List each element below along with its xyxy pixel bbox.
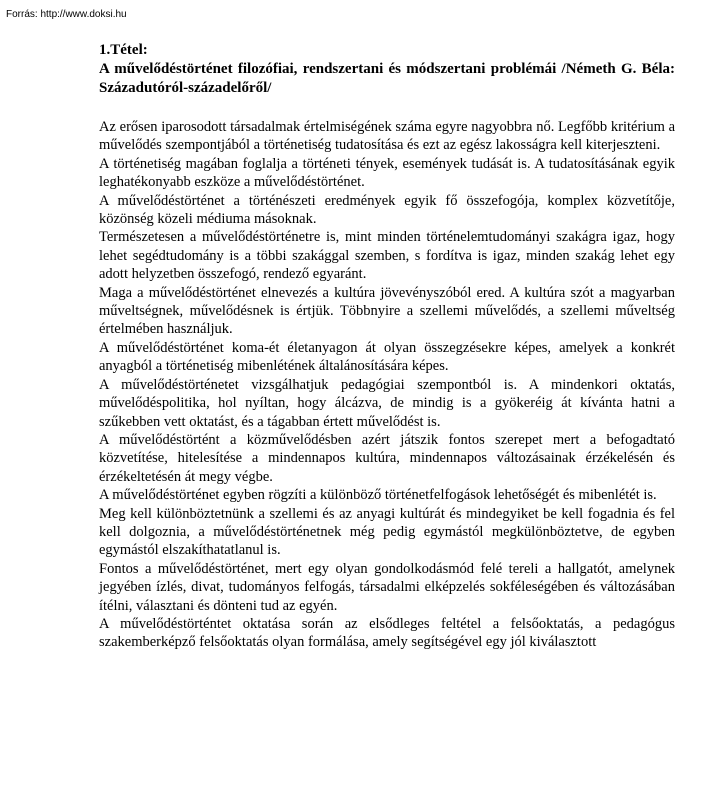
- heading-number: 1.Tétel:: [99, 42, 148, 58]
- paragraph: A művelődéstörténet a történészeti eredmények egyik fő összefogója, komplex közvetítője, közönség közeli médiuma másoknak.: [99, 192, 675, 228]
- paragraph: Fontos a művelődéstörténet, mert egy olyan gondolkodásmód felé tereli a hallgatót, amelynek jegyében ízlés, divat, tudományos felfogás, társadalmi elképzelés sokféleségében és változásában ítélni, választani és dönteni tud az egyén.: [99, 560, 675, 614]
- paragraph: A művelődéstörtént a közművelődésben azért játszik fontos szerepet mert a befogadtató közvetítése, hitelesítése a mindennapos kultúra, mindennapos változásainak érzékelésén és érzékeltetésén át megy végbe.: [99, 431, 675, 485]
- paragraph: A művelődéstörténtet oktatása során az elsődleges feltétel a felsőoktatás, a pedagógus szakemberképző felsőoktatás olyan formálása, amely segítségével egy jól kiválasztott: [99, 615, 675, 651]
- paragraph: Meg kell különböztetnünk a szellemi és az anyagi kultúrát és mindegyiket be kell fogadnia és fel kell dolgoznia, a művelődéstörténetnek még pedig egymástól megkülönböztetve, de egyben egymástól elszakíthatatlanul is.: [99, 505, 675, 559]
- heading-title: A művelődéstörténet filozófiai, rendszertani és módszertani problémái /Németh G. Béla: Századutóról-századelőről/: [99, 61, 675, 96]
- paragraph: Természetesen a művelődéstörténetre is, mint minden történelemtudományi szakágra igaz, hogy lehet segédtudomány is a többi szakággal szemben, s fordítva is igaz, minden szakág lehet egy adott helyzetben összefogó, rendező egyaránt.: [99, 229, 675, 283]
- document-page: [99, 41, 675, 652]
- paragraph: A történetiség magában foglalja a történeti tények, események tudását is. A tudatosításának egyik leghatékonyabb eszköze a művelődéstörténet.: [99, 155, 675, 191]
- paragraph: A művelődéstörténet egyben rögzíti a különböző történetfelfogások lehetőségét és mibenlétét is.: [99, 487, 657, 504]
- paragraph: Az erősen iparosodott társadalmak értelmiségének száma egyre nagyobbra nő. Legfőbb kritérium a művelődés szempontjából a történetiség tudatosítása és ezt az egész lakosságra kell kiterjeszteni.: [99, 119, 675, 154]
- paragraph: A művelődéstörténet koma-ét életanyagon át olyan összegzésekre képes, amelyek a konkrét anyagból a történetiség mibenlétének általánosítására képes.: [99, 339, 675, 375]
- paragraph: A művelődéstörténetet vizsgálhatjuk pedagógiai szempontból is. A mindenkori oktatás, művelődéspolitika, hol nyíltan, hogy álcázva, de mindig is a gyökeréig át kívánta hatni a szűkebben vett oktatást, és a tágabban értett művelődést is.: [99, 376, 675, 430]
- paragraph: Maga a művelődéstörténet elnevezés a kultúra jövevényszóból ered. A kultúra szót a magyarban műveltségnek, művelődésnek is értjük. Többnyire a szellemi művelődés, a szellemi műveltség értelmében használjuk.: [99, 284, 675, 338]
- body-text: [99, 118, 675, 652]
- document-heading: [99, 41, 675, 98]
- source-label: Forrás: http://www.doksi.hu: [6, 9, 127, 20]
